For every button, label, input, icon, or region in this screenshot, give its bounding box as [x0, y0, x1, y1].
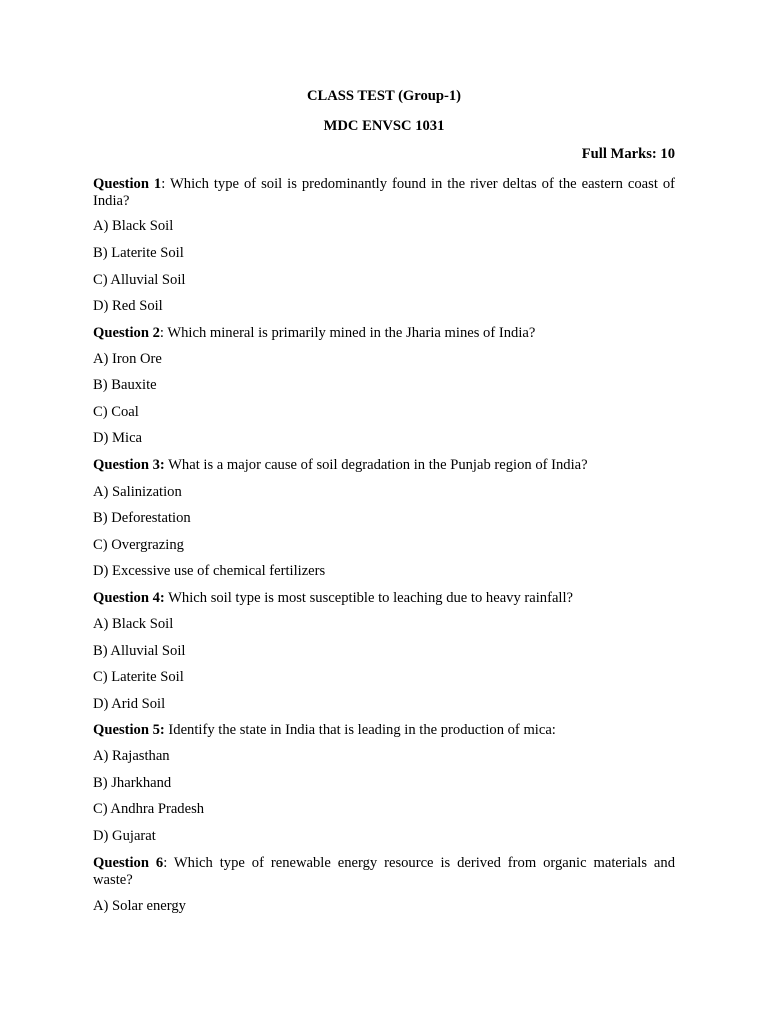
- question-text: : Which type of renewable energy resource is derived from organic materials and waste?: [93, 855, 675, 888]
- option-1b: B) Laterite Soil: [93, 245, 184, 261]
- question-label: Question 2: [93, 325, 160, 341]
- option-4c: C) Laterite Soil: [93, 669, 184, 685]
- option-5d: D) Gujarat: [93, 828, 156, 844]
- option-2b: B) Bauxite: [93, 377, 157, 393]
- question-label: Question 5:: [93, 722, 165, 738]
- question-text: : Which mineral is primarily mined in the Jharia mines of India?: [159, 325, 536, 341]
- option-4a: A) Black Soil: [93, 616, 174, 632]
- option-3d: D) Excessive use of chemical fertilizers: [93, 563, 326, 579]
- option-6a: A) Solar energy: [93, 898, 186, 914]
- question-text: : Which type of soil is predominantly found in the river deltas of the eastern coast of India?: [93, 176, 676, 209]
- option-2d: D) Mica: [93, 430, 143, 446]
- option-2a: A) Iron Ore: [93, 351, 162, 367]
- course-code: MDC ENVSC 1031: [323, 118, 445, 134]
- question-label: Question 6: [93, 855, 164, 871]
- question-text: Identify the state in India that is leading in the production of mica:: [164, 722, 556, 738]
- option-1c: C) Alluvial Soil: [93, 272, 186, 288]
- full-marks: Full Marks: 10: [581, 146, 675, 162]
- option-4d: D) Arid Soil: [93, 696, 166, 712]
- question-text: What is a major cause of soil degradation in the Punjab region of India?: [164, 457, 588, 473]
- question-3: [93, 457, 675, 474]
- option-3b: B) Deforestation: [93, 510, 191, 526]
- question-1: [93, 176, 675, 210]
- question-6: [93, 855, 675, 889]
- option-1d: D) Red Soil: [93, 298, 163, 314]
- option-3a: A) Salinization: [93, 484, 182, 500]
- question-4: [93, 590, 675, 607]
- option-3c: C) Overgrazing: [93, 537, 184, 553]
- option-2c: C) Coal: [93, 404, 139, 420]
- question-label: Question 1: [93, 176, 162, 192]
- option-1a: A) Black Soil: [93, 218, 174, 234]
- question-5: [93, 722, 675, 739]
- question-2: [93, 325, 675, 342]
- option-5a: A) Rajasthan: [93, 748, 170, 764]
- option-4b: B) Alluvial Soil: [93, 643, 186, 659]
- question-label: Question 3:: [93, 457, 165, 473]
- option-5c: C) Andhra Pradesh: [93, 801, 205, 817]
- test-title: CLASS TEST (Group-1): [306, 88, 462, 104]
- option-5b: B) Jharkhand: [93, 775, 172, 791]
- question-label: Question 4:: [93, 590, 165, 606]
- question-text: Which soil type is most susceptible to leaching due to heavy rainfall?: [164, 590, 574, 606]
